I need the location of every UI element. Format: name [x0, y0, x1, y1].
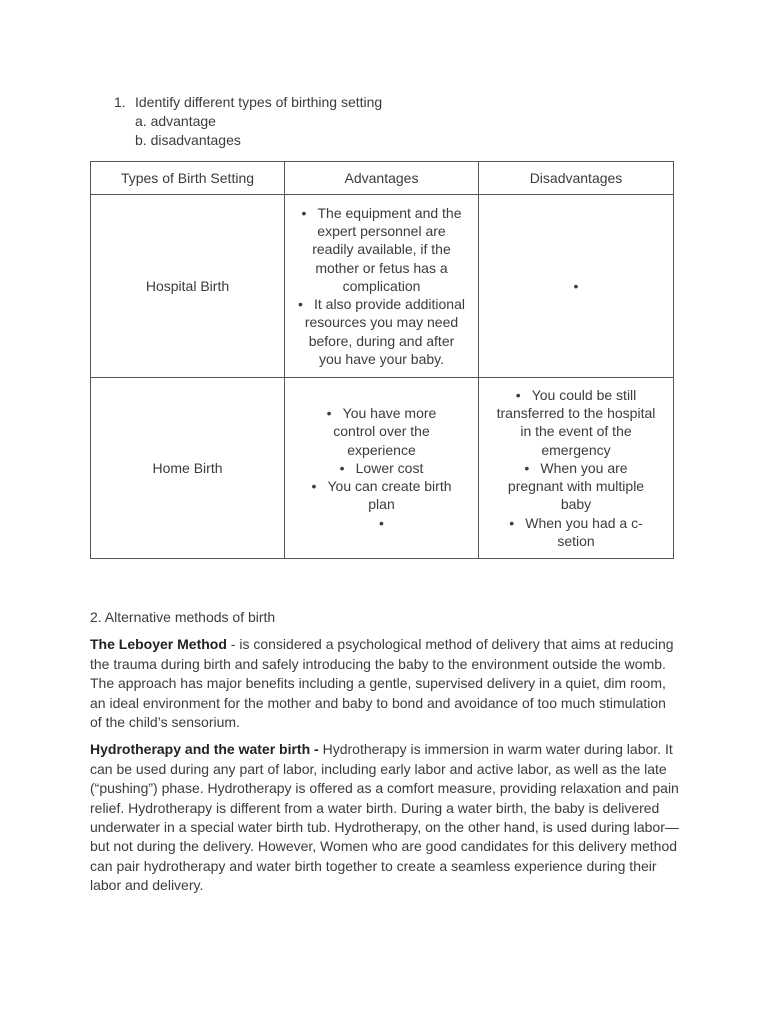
list-item-text: You could be still transferred to the hospital in the event of the emergency: [496, 387, 656, 458]
list-item: [307, 477, 457, 513]
table-row-home: [91, 378, 674, 559]
leboyer-text: - is considered a psychological method of delivery that aims at reducing the trauma during birth and safely introducing the baby to the environment outside the womb. The approach has major benefits including a gentle, supervised delivery in a quiet, dim room, an ideal environment for the mother and baby to bond and avoidance of too much stimulation of the child’s sensorium.: [90, 636, 674, 731]
bullet-icon: •: [339, 459, 345, 476]
list-item: [496, 514, 656, 550]
section-2-heading: 2. Alternative methods of birth: [90, 609, 276, 625]
hydrotherapy-paragraph: [90, 740, 680, 895]
question-1-sub-a: a. advantage: [135, 113, 216, 129]
birth-setting-table: [90, 161, 674, 559]
question-1-sub-b: b. disadvantages: [135, 132, 241, 148]
bullet-icon: •: [524, 459, 530, 476]
cell-hospital-disadvantages: [479, 195, 674, 378]
list-item: [298, 295, 466, 368]
list-item: [496, 459, 656, 514]
cell-hospital-advantages: [285, 195, 479, 378]
list-item-text: It also provide additional resources you may need before, during and after you have your baby.: [304, 296, 465, 367]
list-item-text: You have more control over the experience: [333, 405, 437, 458]
question-1-text: Identify different types of birthing setting: [135, 94, 383, 110]
header-types: Types of Birth Setting: [91, 162, 285, 195]
list-item: [496, 386, 656, 459]
bullet-icon: •: [509, 514, 515, 531]
cell-home-setting: Home Birth: [91, 378, 285, 559]
hydrotherapy-text: Hydrotherapy is immersion in warm water during labor. It can be used during any part of labor, including early labor and active labor, as well as the late (“pushing”) phase. Hydrotherapy is offered as a comfort measure, providing relaxation and pain relief. Hydrotherapy is different from a water birth. During a water birth, the baby is delivered underwater in a special water birth tub. Hydrotherapy, on the other hand, is used during labor—but not during the delivery. However, Women who are good candidates for this delivery method can pair hydrotherapy and water birth together to create a seamless experience during their labor and delivery.: [90, 741, 679, 894]
list-item: [298, 204, 466, 295]
hospital-advantages-list: [298, 204, 466, 368]
bullet-icon: •: [515, 387, 521, 404]
leboyer-title: The Leboyer Method: [90, 636, 227, 653]
question-1: [114, 93, 674, 150]
question-1-number: 1.: [114, 94, 126, 110]
bullet-icon: •: [326, 405, 332, 422]
list-item: [307, 459, 457, 477]
leboyer-paragraph: [90, 635, 680, 732]
header-advantages: Advantages: [285, 162, 479, 195]
empty-bullet-icon: •: [379, 514, 384, 531]
list-item-text: You can create birth plan: [327, 478, 452, 513]
list-item-text: When you had a c-setion: [525, 514, 643, 549]
home-advantages-list: [307, 404, 457, 513]
header-disadvantages: Disadvantages: [479, 162, 674, 195]
bullet-icon: •: [301, 205, 307, 222]
table-row-hospital: [91, 195, 674, 378]
empty-bullet-icon: •: [573, 277, 579, 294]
bullet-icon: •: [298, 296, 303, 313]
cell-hospital-setting: Hospital Birth: [91, 195, 285, 378]
section-2: [90, 608, 680, 904]
cell-home-advantages: [285, 378, 479, 559]
list-item-text: Lower cost: [355, 459, 424, 476]
table-header-row: [91, 162, 674, 195]
home-disadvantages-list: [496, 386, 656, 550]
bullet-icon: •: [311, 478, 317, 495]
list-item-text: The equipment and the expert personnel are readily available, if the mother or fetus has a complication: [312, 205, 462, 294]
hydrotherapy-title: Hydrotherapy and the water birth -: [90, 741, 319, 758]
question-1-line: [114, 93, 674, 112]
list-item: [307, 404, 457, 459]
list-item-text: When you are pregnant with multiple baby: [507, 459, 645, 513]
cell-home-disadvantages: [479, 378, 674, 559]
